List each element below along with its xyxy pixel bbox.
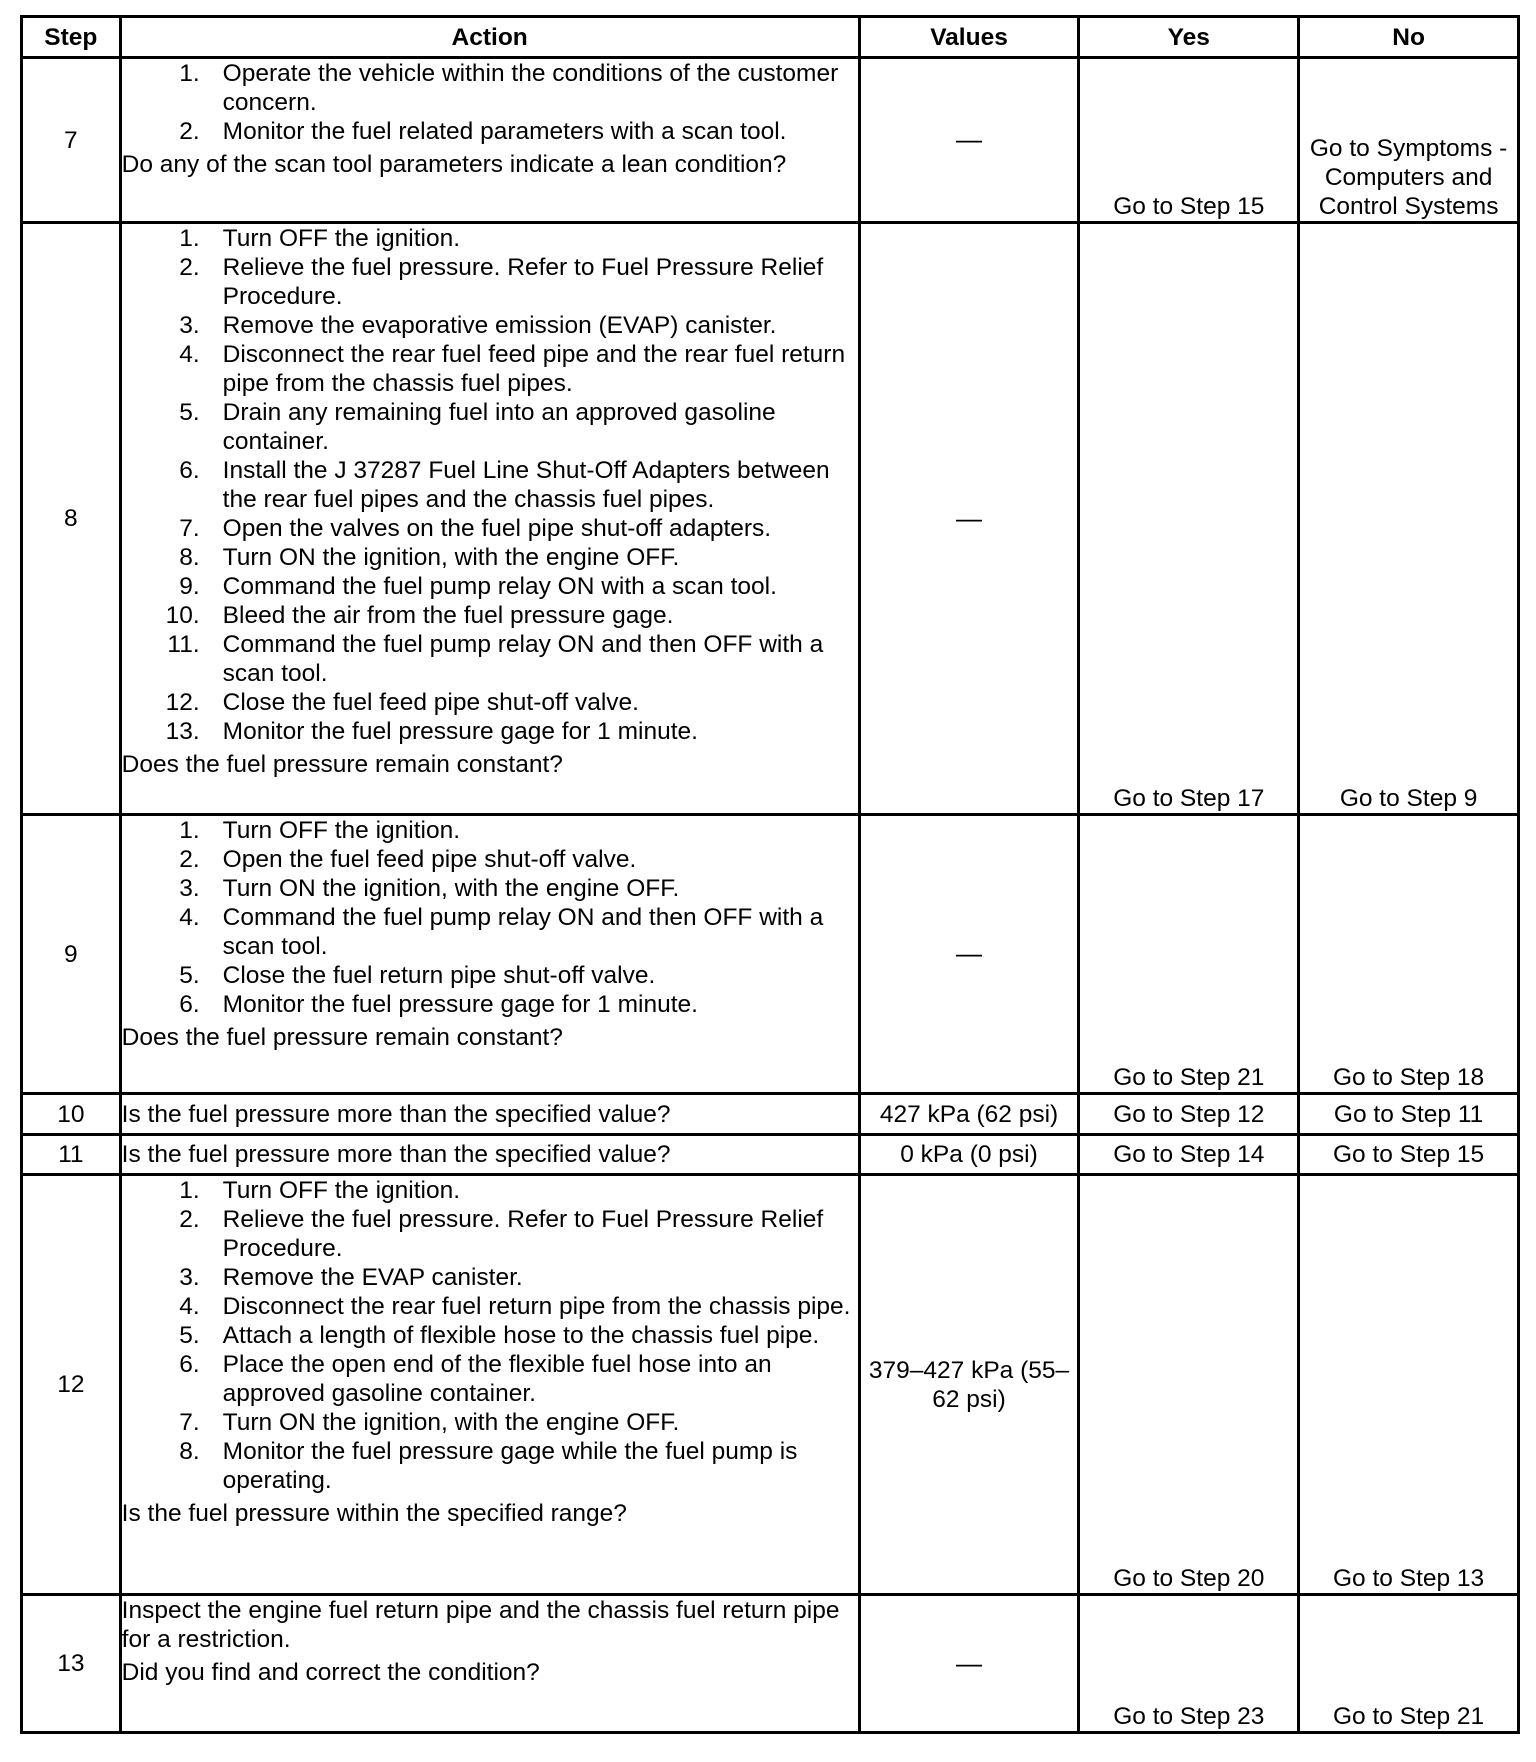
table-row	[22, 58, 1519, 223]
list-item	[122, 340, 858, 398]
header-yes: Yes	[1079, 17, 1299, 58]
action-cell	[120, 815, 859, 1094]
step-question: Is the fuel pressure within the specified range?	[121, 1500, 627, 1527]
yes-cell: Go to Step 17	[1079, 223, 1299, 815]
yes-cell: Go to Step 21	[1079, 815, 1299, 1094]
item-text: Drain any remaining fuel into an approved gasoline container.	[222, 399, 776, 455]
item-text: Monitor the fuel pressure gage while the fuel pump is operating.	[222, 1438, 798, 1494]
item-text: Operate the vehicle within the conditions of the customer concern.	[222, 60, 839, 116]
diagnostic-table-page	[20, 15, 1520, 1734]
action-cell	[120, 1595, 859, 1733]
item-text: Turn ON the ignition, with the engine OFF.	[222, 875, 680, 902]
step-number: 13	[22, 1595, 121, 1733]
item-text: Monitor the fuel pressure gage for 1 minute.	[222, 718, 698, 745]
item-number: 6.	[179, 991, 200, 1018]
step-number: 8	[22, 223, 121, 815]
item-text: Attach a length of flexible hose to the chassis fuel pipe.	[222, 1322, 820, 1349]
step-question: Is the fuel pressure more than the specified value?	[121, 1100, 671, 1128]
value-text: 379–427 kPa (55–62 psi)	[868, 1356, 1070, 1413]
value-text: 0 kPa (0 psi)	[900, 1141, 1038, 1168]
item-text: Install the J 37287 Fuel Line Shut-Off Adapters between the rear fuel pipes and the chassis fuel pipes.	[222, 457, 830, 513]
table-row	[22, 1175, 1519, 1595]
list-item	[122, 1350, 858, 1408]
no-cell: Go to Step 21	[1299, 1595, 1519, 1733]
item-text: Place the open end of the flexible fuel hose into an approved gasoline container.	[222, 1351, 772, 1407]
item-number: 1.	[179, 60, 200, 87]
no-cell: Go to Step 11	[1299, 1094, 1519, 1135]
item-number: 5.	[179, 399, 200, 426]
yes-cell: Go to Step 20	[1079, 1175, 1299, 1595]
item-text: Open the valves on the fuel pipe shut-off adapters.	[222, 515, 772, 542]
list-item	[122, 398, 858, 456]
item-text: Turn OFF the ignition.	[222, 817, 461, 844]
list-item	[122, 224, 858, 253]
item-number: 3.	[179, 1264, 200, 1291]
step-question: Does the fuel pressure remain constant?	[121, 1024, 563, 1051]
item-number: 2.	[179, 254, 200, 281]
action-steps-list	[122, 224, 858, 746]
item-number: 4.	[179, 1293, 200, 1320]
yes-cell: Go to Step 14	[1079, 1135, 1299, 1175]
item-text: Relieve the fuel pressure. Refer to Fuel Pressure Relief Procedure.	[222, 254, 824, 310]
item-number: 11.	[167, 631, 200, 658]
value-text: 427 kPa (62 psi)	[879, 1100, 1059, 1128]
value-cell	[859, 815, 1079, 1094]
list-item	[122, 1292, 858, 1321]
item-number: 12.	[165, 689, 200, 716]
item-number: 9.	[179, 573, 200, 600]
table-row	[22, 223, 1519, 815]
item-text: Command the fuel pump relay ON and then OFF with a scan tool.	[222, 631, 824, 687]
list-item	[122, 717, 858, 746]
list-item	[122, 961, 858, 990]
action-cell	[120, 1175, 859, 1595]
list-item	[122, 845, 858, 874]
value-cell	[859, 1135, 1079, 1175]
value-text: —	[956, 124, 983, 154]
header-action: Action	[120, 17, 859, 58]
yes-cell: Go to Step 12	[1079, 1094, 1299, 1135]
list-item	[122, 117, 858, 146]
item-number: 7.	[179, 1409, 200, 1436]
item-text: Turn ON the ignition, with the engine OFF.	[222, 1409, 680, 1436]
step-instruction: Inspect the engine fuel return pipe and the chassis fuel return pipe for a restriction.	[121, 1597, 840, 1653]
diagnostic-table	[20, 15, 1520, 1734]
list-item	[122, 630, 858, 688]
value-text: —	[956, 1647, 983, 1678]
item-number: 6.	[179, 457, 200, 484]
header-step: Step	[22, 17, 121, 58]
action-cell	[120, 1135, 859, 1175]
value-cell	[859, 1094, 1079, 1135]
item-number: 1.	[179, 817, 200, 844]
item-number: 10.	[165, 602, 200, 629]
list-item	[122, 903, 858, 961]
value-cell	[859, 58, 1079, 223]
no-cell: Go to Step 13	[1299, 1175, 1519, 1595]
item-text: Turn OFF the ignition.	[222, 225, 461, 252]
step-number: 9	[22, 815, 121, 1094]
list-item	[122, 816, 858, 845]
item-text: Command the fuel pump relay ON and then OFF with a scan tool.	[222, 904, 824, 960]
item-number: 4.	[179, 341, 200, 368]
value-text: —	[956, 938, 983, 968]
item-text: Open the fuel feed pipe shut-off valve.	[222, 846, 637, 873]
item-text: Monitor the fuel related parameters with a scan tool.	[222, 118, 787, 145]
item-number: 5.	[179, 1322, 200, 1349]
table-row	[22, 1135, 1519, 1175]
value-cell	[859, 223, 1079, 815]
item-number: 8.	[179, 1438, 200, 1465]
list-item	[122, 601, 858, 630]
step-number: 11	[22, 1135, 121, 1175]
list-item	[122, 874, 858, 903]
item-number: 5.	[179, 962, 200, 989]
header-values: Values	[859, 17, 1079, 58]
item-text: Close the fuel return pipe shut-off valve.	[222, 962, 656, 989]
item-text: Remove the EVAP canister.	[222, 1264, 523, 1291]
item-number: 8.	[179, 544, 200, 571]
list-item	[122, 572, 858, 601]
yes-cell: Go to Step 23	[1079, 1595, 1299, 1733]
item-text: Turn ON the ignition, with the engine OFF.	[222, 544, 680, 571]
item-number: 2.	[179, 118, 200, 145]
yes-cell: Go to Step 15	[1079, 58, 1299, 223]
item-number: 1.	[179, 225, 200, 252]
step-question: Is the fuel pressure more than the specified value?	[121, 1141, 671, 1168]
action-cell	[120, 58, 859, 223]
item-text: Turn OFF the ignition.	[222, 1177, 461, 1204]
list-item	[122, 311, 858, 340]
table-row	[22, 1595, 1519, 1733]
action-cell	[120, 1094, 859, 1135]
step-question: Did you find and correct the condition?	[121, 1659, 540, 1686]
no-cell: Go to Step 9	[1299, 223, 1519, 815]
list-item	[122, 514, 858, 543]
list-item	[122, 990, 858, 1019]
item-number: 2.	[179, 1206, 200, 1233]
item-text: Monitor the fuel pressure gage for 1 minute.	[222, 991, 698, 1018]
item-text: Disconnect the rear fuel feed pipe and the rear fuel return pipe from the chassis fuel pipes.	[222, 341, 846, 397]
list-item	[122, 1437, 858, 1495]
table-row	[22, 1094, 1519, 1135]
list-item	[122, 1321, 858, 1350]
no-cell: Go to Step 15	[1299, 1135, 1519, 1175]
header-no: No	[1299, 17, 1519, 58]
action-cell	[120, 223, 859, 815]
item-text: Relieve the fuel pressure. Refer to Fuel Pressure Relief Procedure.	[222, 1206, 824, 1262]
list-item	[122, 1176, 858, 1205]
item-number: 3.	[179, 875, 200, 902]
step-number: 10	[22, 1094, 121, 1135]
item-text: Disconnect the rear fuel return pipe from the chassis pipe.	[222, 1293, 851, 1320]
item-number: 2.	[179, 846, 200, 873]
no-cell: Go to Step 18	[1299, 815, 1519, 1094]
step-question: Does the fuel pressure remain constant?	[121, 751, 563, 778]
item-text: Close the fuel feed pipe shut-off valve.	[222, 689, 639, 716]
item-number: 13.	[165, 718, 200, 745]
list-item	[122, 1408, 858, 1437]
value-cell	[859, 1175, 1079, 1595]
value-text: —	[956, 502, 983, 533]
item-number: 7.	[179, 515, 200, 542]
action-steps-list	[122, 1176, 858, 1495]
item-text: Bleed the air from the fuel pressure gage.	[222, 602, 674, 629]
list-item	[122, 456, 858, 514]
action-steps-list	[122, 816, 858, 1019]
list-item	[122, 59, 858, 117]
step-number: 12	[22, 1175, 121, 1595]
list-item	[122, 688, 858, 717]
step-number: 7	[22, 58, 121, 223]
list-item	[122, 253, 858, 311]
step-question: Do any of the scan tool parameters indicate a lean condition?	[121, 151, 787, 178]
no-cell: Go to Symptoms - Computers and Control Systems	[1299, 58, 1519, 223]
item-text: Command the fuel pump relay ON with a scan tool.	[222, 573, 777, 600]
list-item	[122, 1263, 858, 1292]
item-number: 6.	[179, 1351, 200, 1378]
item-text: Remove the evaporative emission (EVAP) canister.	[222, 312, 777, 339]
table-row	[22, 815, 1519, 1094]
list-item	[122, 543, 858, 572]
list-item	[122, 1205, 858, 1263]
action-steps-list	[122, 59, 858, 146]
header-row	[22, 17, 1519, 58]
item-number: 3.	[179, 312, 200, 339]
item-number: 1.	[179, 1177, 200, 1204]
value-cell	[859, 1595, 1079, 1733]
item-number: 4.	[179, 904, 200, 931]
